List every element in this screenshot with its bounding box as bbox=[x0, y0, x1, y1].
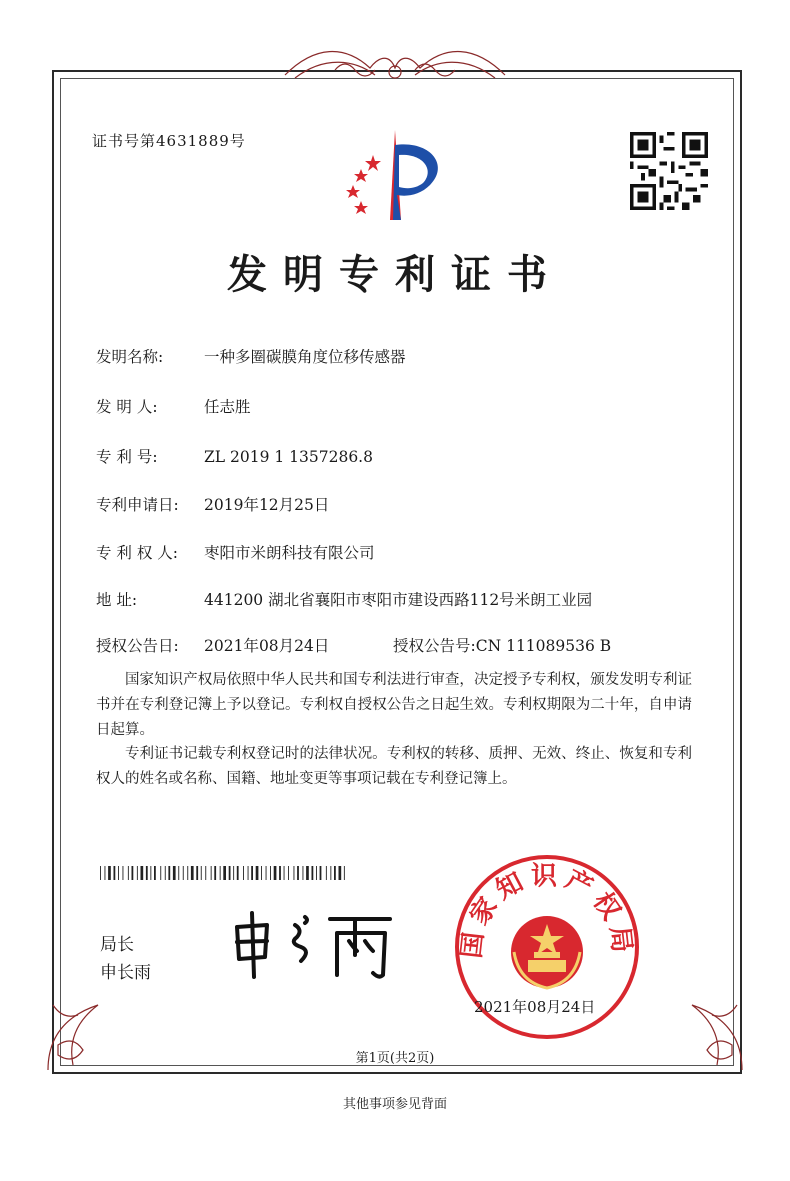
top-ornament bbox=[275, 40, 515, 90]
barcode-bar bbox=[279, 866, 281, 880]
barcode-bar bbox=[261, 866, 262, 880]
barcode-bar bbox=[114, 866, 116, 880]
seal-text: 国家知识产权局 bbox=[456, 861, 638, 960]
footer-note: 其他事项参见背面 bbox=[342, 1097, 447, 1112]
barcode-bar bbox=[201, 866, 202, 880]
barcode-bar bbox=[229, 866, 231, 880]
field-value: 一种多圈碳膜角度位移传感器 bbox=[204, 348, 406, 366]
barcode-bar bbox=[248, 866, 249, 880]
barcode-bar bbox=[334, 866, 336, 880]
field-address bbox=[96, 588, 592, 610]
field-label: 发明名称: bbox=[96, 348, 164, 366]
barcode-bar bbox=[196, 866, 198, 880]
barcode-bar bbox=[320, 866, 322, 880]
field-value: 任志胜 bbox=[204, 398, 251, 416]
field-label: 专利申请日: bbox=[96, 496, 179, 514]
page-indicator: 第1页(共2页) bbox=[355, 1051, 435, 1066]
barcode-bar bbox=[326, 866, 327, 880]
barcode-bar bbox=[191, 866, 194, 880]
barcode-bar bbox=[146, 866, 148, 880]
barcode-bar bbox=[150, 866, 151, 880]
barcode-bar bbox=[211, 866, 212, 880]
barcode-bar bbox=[243, 866, 244, 880]
barcode-bar bbox=[306, 866, 309, 880]
barcode-bar bbox=[256, 866, 259, 880]
barcode-bar bbox=[233, 866, 234, 880]
barcode-bar bbox=[187, 866, 188, 880]
field-label: 授权公告日: bbox=[96, 637, 179, 655]
barcode-bar bbox=[312, 866, 314, 880]
cnipa-logo bbox=[335, 125, 455, 225]
field-label: 授权公告号: bbox=[393, 637, 476, 655]
field-patent-number bbox=[96, 445, 373, 467]
qr-code bbox=[630, 132, 708, 210]
barcode-bar bbox=[137, 866, 138, 880]
barcode-bar bbox=[297, 866, 299, 880]
barcode-bar bbox=[165, 866, 166, 880]
barcode-bar bbox=[123, 866, 124, 880]
barcode-bar bbox=[288, 866, 289, 880]
director-title: 局长 bbox=[100, 935, 134, 955]
barcode-bar bbox=[223, 866, 226, 880]
barcode-bar bbox=[316, 866, 317, 880]
field-value: CN 111089536 B bbox=[475, 637, 612, 655]
director-name: 申长雨 bbox=[100, 963, 151, 983]
barcode bbox=[100, 866, 348, 880]
seal-date: 2021年08月24日 bbox=[474, 998, 596, 1016]
field-patentee bbox=[96, 541, 375, 563]
field-invention-name bbox=[96, 345, 406, 367]
barcode-bar bbox=[220, 866, 221, 880]
barcode-bar bbox=[105, 866, 106, 880]
barcode-bar bbox=[237, 866, 239, 880]
field-label: 地 址: bbox=[96, 591, 138, 609]
barcode-bar bbox=[118, 866, 119, 880]
barcode-bar bbox=[178, 866, 179, 880]
field-inventor bbox=[96, 395, 251, 417]
field-application-date bbox=[96, 493, 329, 515]
field-value: 枣阳市米朗科技有限公司 bbox=[204, 544, 375, 562]
certificate-number: 证书号第4631889号 bbox=[92, 132, 246, 150]
field-label: 发 明 人: bbox=[96, 398, 158, 416]
barcode-bar bbox=[141, 866, 144, 880]
barcode-bar bbox=[128, 866, 129, 880]
barcode-bar bbox=[339, 866, 342, 880]
barcode-bar bbox=[274, 866, 277, 880]
barcode-bar bbox=[303, 866, 304, 880]
barcode-bar bbox=[294, 866, 295, 880]
barcode-bar bbox=[284, 866, 285, 880]
barcode-bar bbox=[330, 866, 331, 880]
announcement-date bbox=[96, 634, 329, 656]
announcement-number bbox=[393, 634, 611, 656]
barcode-bar bbox=[108, 866, 111, 880]
barcode-bar bbox=[214, 866, 216, 880]
barcode-bar bbox=[266, 866, 267, 880]
barcode-bar bbox=[205, 866, 206, 880]
barcode-bar bbox=[344, 866, 345, 880]
certificate-title: 发明专利证书 bbox=[227, 252, 563, 298]
barcode-bar bbox=[132, 866, 134, 880]
field-value: 2021年08月24日 bbox=[204, 637, 330, 655]
barcode-bar bbox=[270, 866, 271, 880]
field-value: 441200 湖北省襄阳市枣阳市建设西路112号米朗工业园 bbox=[204, 591, 593, 609]
barcode-bar bbox=[160, 866, 161, 880]
field-label: 专 利 权 人: bbox=[96, 544, 179, 562]
barcode-bar bbox=[100, 866, 101, 880]
barcode-bar bbox=[154, 866, 156, 880]
barcode-bar bbox=[168, 866, 170, 880]
field-label: 专 利 号: bbox=[96, 448, 158, 466]
field-value: 2019年12月25日 bbox=[204, 496, 330, 514]
body-paragraph-2: 专利证书记载专利权登记时的法律状况。专利权的转移、质押、无效、终止、恢复和专利权人的姓名或名称、国籍、地址变更等事项记载在专利登记簿上。 bbox=[96, 746, 692, 787]
field-value: ZL 2019 1 1357286.8 bbox=[204, 448, 373, 466]
barcode-bar bbox=[251, 866, 253, 880]
barcode-bar bbox=[173, 866, 176, 880]
barcode-bar bbox=[183, 866, 184, 880]
handwritten-signature bbox=[225, 905, 400, 980]
body-paragraph-1: 国家知识产权局依照中华人民共和国专利法进行审查，决定授予专利权，颁发发明专利证书并在专利登记簿上予以登记。专利权自授权公告之日起生效。专利权期限为二十年，自申请日起算。 bbox=[96, 672, 692, 738]
